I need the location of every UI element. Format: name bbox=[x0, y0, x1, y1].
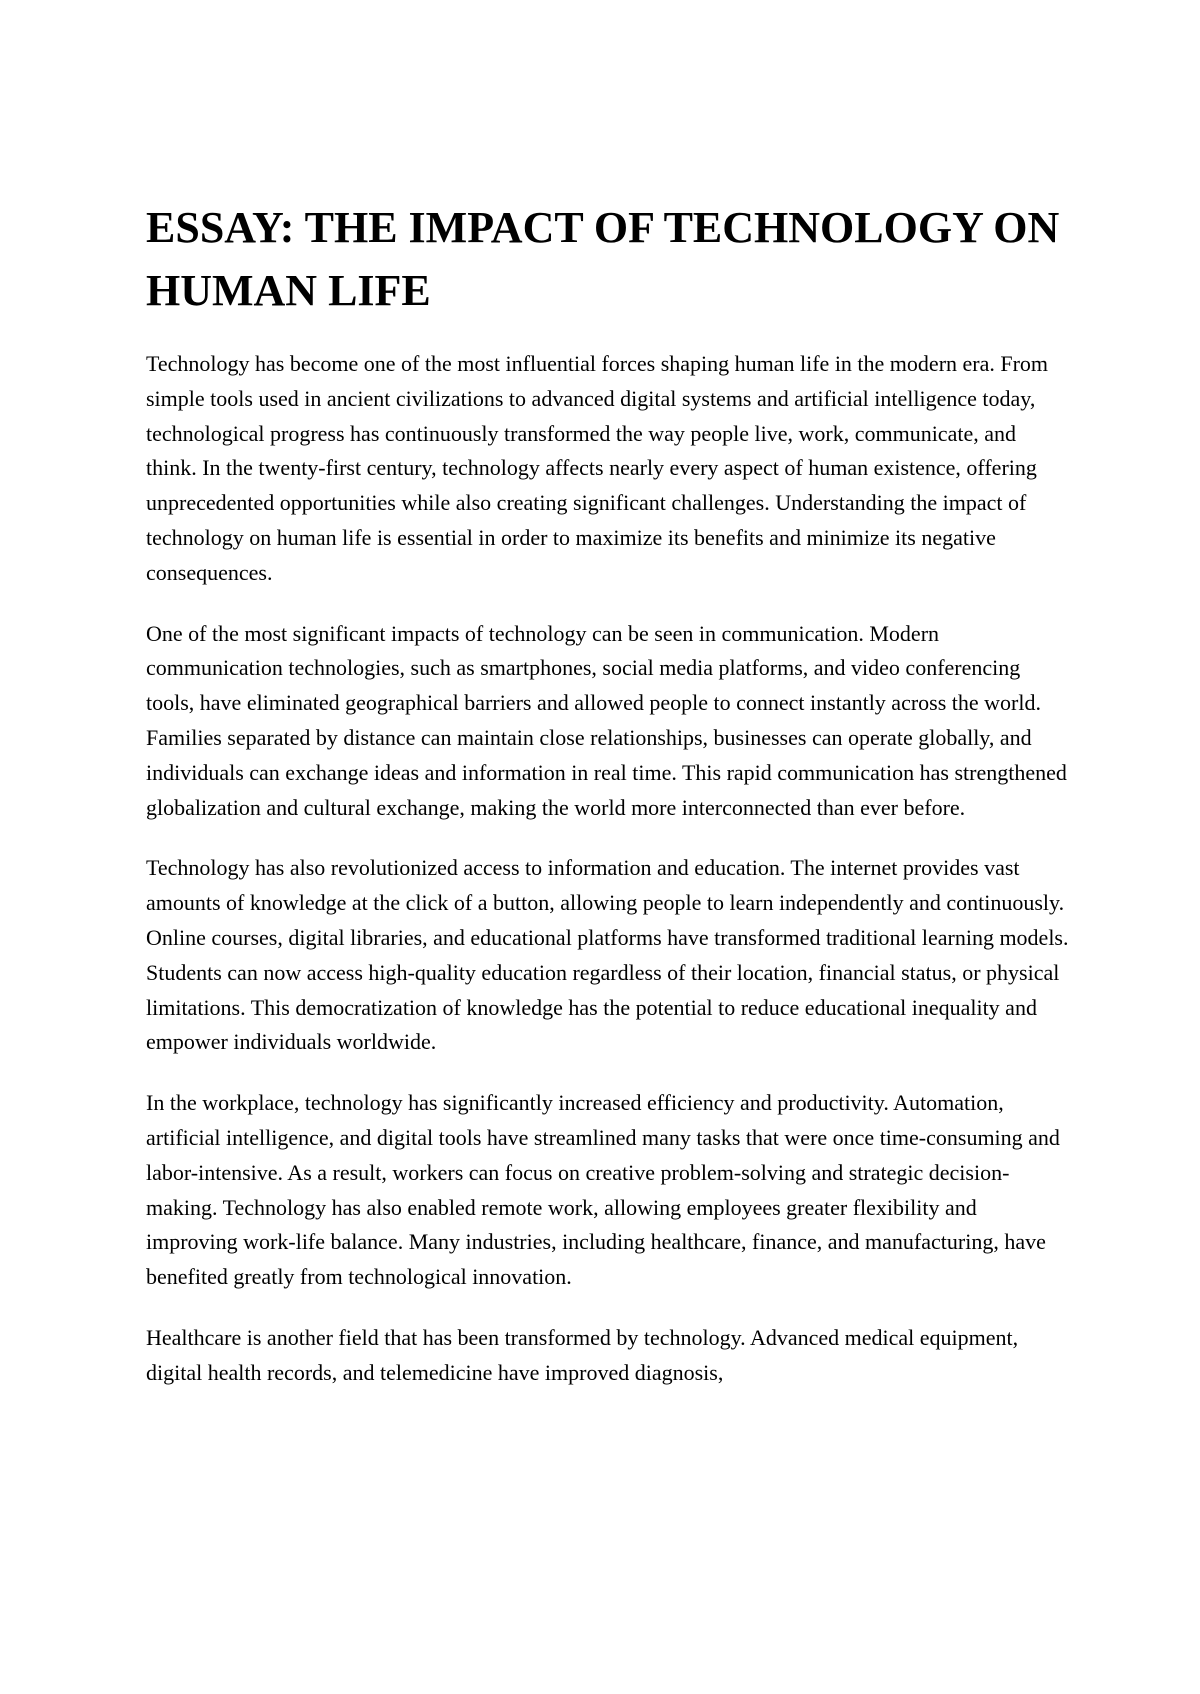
paragraph-education: Technology has also revolutionized access to information and education. The internet provides vast amounts of knowledge at the click of a button, allowing people to learn independently and continuously. Online courses, digital libraries, and educational platforms have transformed traditional learning models. Students can now access high-quality education regardless of their location, financial status, or physical limitations. This democratization of knowledge has the potential to reduce educational inequality and empower individuals worldwide. bbox=[146, 855, 1069, 1055]
essay-title: ESSAY: THE IMPACT OF TECHNOLOGY ON HUMAN LIFE bbox=[146, 203, 1060, 315]
paragraph-healthcare: Healthcare is another field that has been transformed by technology. Advanced medical equipment, digital health records, and telemedicine have improved diagnosis, bbox=[146, 1324, 1019, 1385]
essay-content bbox=[146, 196, 1070, 1391]
paragraph-communication: One of the most significant impacts of technology can be seen in communication. Modern communication technologies, such as smartphones, social media platforms, and video conferencing tools, have eliminated geographical barriers and allowed people to connect instantly across the world. Families separated by distance can maintain close relationships, businesses can operate globally, and individuals can exchange ideas and information in real time. This rapid communication has strengthened globalization and cultural exchange, making the world more interconnected than ever before. bbox=[146, 620, 1067, 820]
paragraph-introduction: Technology has become one of the most influential forces shaping human life in the modern era. From simple tools used in ancient civilizations to advanced digital systems and artificial intelligence today, technological progress has continuously transformed the way people live, work, communicate, and think. In the twenty-first century, technology affects nearly every aspect of human existence, offering unprecedented opportunities while also creating significant challenges. Understanding the impact of technology on human life is essential in order to maximize its benefits and minimize its negative consequences. bbox=[146, 351, 1049, 585]
paragraph-workplace: In the workplace, technology has significantly increased efficiency and productivity. Automation, artificial intelligence, and digital tools have streamlined many tasks that were once time-consuming and labor-intensive. As a result, workers can focus on creative problem-solving and strategic decision-making. Technology has also enabled remote work, allowing employees greater flexibility and improving work-life balance. Many industries, including healthcare, finance, and manufacturing, have benefited greatly from technological innovation. bbox=[146, 1090, 1060, 1290]
